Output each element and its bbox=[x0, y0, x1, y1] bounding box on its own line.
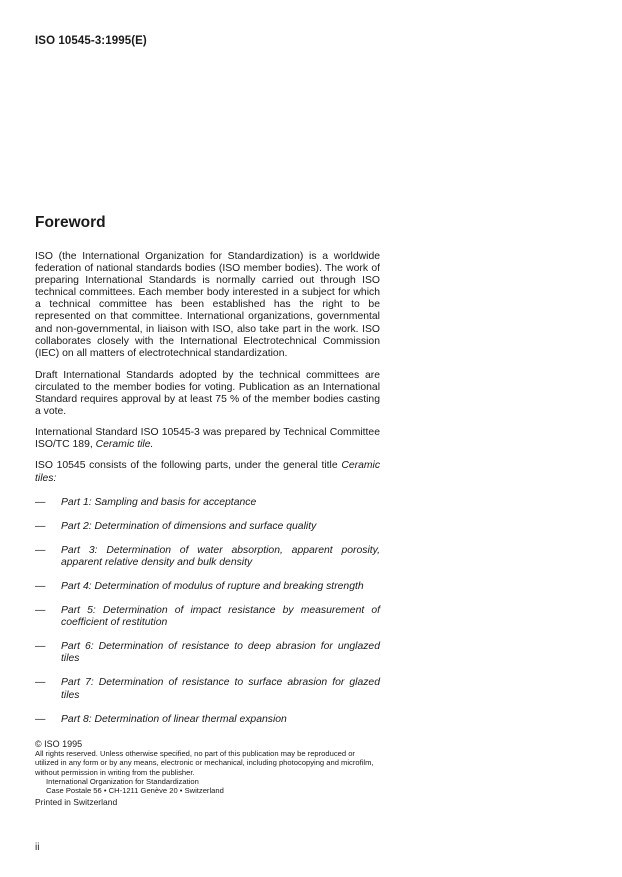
dash-bullet: — bbox=[35, 580, 46, 592]
list-item bbox=[35, 497, 380, 509]
dash-bullet: — bbox=[35, 641, 46, 653]
dash-bullet: — bbox=[35, 713, 46, 725]
dash-bullet: — bbox=[35, 677, 46, 689]
list-item bbox=[35, 677, 380, 701]
organization-name: International Organization for Standardization bbox=[46, 776, 199, 786]
part-title: Part 5: Determination of impact resistance by measurement of coefficient of restitution bbox=[61, 605, 380, 629]
dash-bullet: — bbox=[35, 544, 46, 556]
prepared-by-text: International Standard ISO 10545-3 was prepared by Technical Committee ISO/TC 189, bbox=[35, 427, 380, 451]
organization-address: Case Postale 56 • CH-1211 Genève 20 • Switzerland bbox=[46, 786, 224, 796]
dash-bullet: — bbox=[35, 496, 46, 508]
dash-bullet: — bbox=[35, 605, 46, 617]
parts-intro-text: ISO 10545 consists of the following parts, under the general title bbox=[35, 460, 338, 472]
copyright-line: © ISO 1995 bbox=[35, 739, 83, 749]
printed-in: Printed in Switzerland bbox=[35, 797, 118, 808]
part-title: Part 4: Determination of modulus of rupture and breaking strength bbox=[61, 580, 364, 592]
part-title: Part 6: Determination of resistance to deep abrasion for unglazed tiles bbox=[61, 641, 380, 665]
foreword-body bbox=[35, 251, 380, 738]
list-item bbox=[35, 714, 380, 726]
paragraph-prepared-by bbox=[35, 427, 380, 451]
paragraph-parts-intro bbox=[35, 460, 380, 484]
parts-list bbox=[35, 497, 380, 726]
rights-statement: All rights reserved. Unless otherwise specified, no part of this publication may be reproduced or utilized in any form or by any means, electronic or mechanical, including photocopying and microfilm, without permission in writing from the publisher. bbox=[35, 749, 374, 777]
page-number: ii bbox=[35, 842, 40, 853]
committee-name: Ceramic tile. bbox=[95, 439, 154, 451]
document-id-header: ISO 10545-3:1995(E) bbox=[35, 35, 147, 47]
general-title: Ceramic tiles: bbox=[35, 460, 381, 484]
list-item bbox=[35, 641, 380, 665]
dash-bullet: — bbox=[35, 520, 46, 532]
part-title: Part 3: Determination of water absorption, apparent porosity, apparent relative density and bulk density bbox=[61, 544, 380, 568]
part-title: Part 2: Determination of dimensions and surface quality bbox=[61, 520, 317, 532]
section-title: Foreword bbox=[35, 214, 106, 231]
list-item bbox=[35, 521, 380, 533]
list-item bbox=[35, 545, 380, 569]
paragraph-draft-standards: Draft International Standards adopted by the technical committees are circulated to the member bodies for voting. Publication as an International Standard requires approval by at least 75 % of the member bodies casting a vote. bbox=[35, 369, 380, 418]
part-title: Part 1: Sampling and basis for acceptance bbox=[61, 496, 257, 508]
list-item bbox=[35, 605, 380, 629]
part-title: Part 8: Determination of linear thermal expansion bbox=[61, 713, 287, 725]
paragraph-iso-intro: ISO (the International Organization for Standardization) is a worldwide federation of national standards bodies (ISO member bodies). The work of preparing International Standards is normally carried out through ISO technical committees. Each member body interested in a subject for which a technical committee has been established has the right to be represented on that committee. International organizations, governmental and non-governmental, in liaison with ISO, also take part in the work. ISO collaborates closely with the International Electrotechnical Commission (IEC) on all matters of electrotechnical standardization. bbox=[35, 251, 380, 359]
copyright-block bbox=[35, 740, 380, 807]
part-title: Part 7: Determination of resistance to surface abrasion for glazed tiles bbox=[61, 677, 380, 701]
list-item bbox=[35, 581, 380, 593]
